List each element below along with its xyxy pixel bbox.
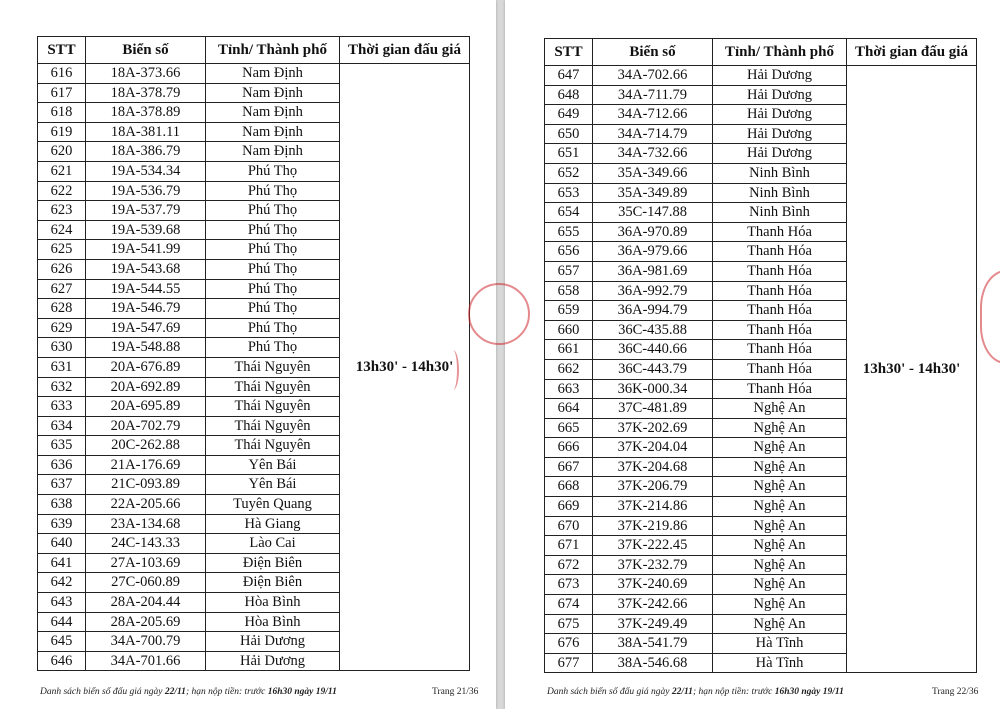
- row-plate-number: 37K-249.49: [593, 614, 713, 634]
- row-stt: 657: [545, 261, 593, 281]
- header-stt: STT: [38, 37, 86, 64]
- row-stt: 639: [38, 514, 86, 534]
- row-province: Thái Nguyên: [206, 397, 340, 417]
- row-plate-number: 19A-548.88: [86, 338, 206, 358]
- row-province: Thanh Hóa: [713, 320, 847, 340]
- row-province: Phú Thọ: [206, 181, 340, 201]
- row-stt: 630: [38, 338, 86, 358]
- row-stt: 642: [38, 573, 86, 593]
- row-plate-number: 37K-206.79: [593, 477, 713, 497]
- table-row: [38, 64, 470, 84]
- row-stt: 618: [38, 103, 86, 123]
- row-province: Hải Dương: [713, 66, 847, 86]
- row-plate-number: 37K-202.69: [593, 418, 713, 438]
- plate-auction-table: [37, 36, 470, 671]
- row-plate-number: 19A-544.55: [86, 279, 206, 299]
- row-stt: 668: [545, 477, 593, 497]
- row-province: Nghệ An: [713, 457, 847, 477]
- row-province: Phú Thọ: [206, 259, 340, 279]
- table-body: [38, 64, 470, 671]
- row-plate-number: 18A-378.79: [86, 83, 206, 103]
- row-stt: 627: [38, 279, 86, 299]
- row-province: Ninh Bình: [713, 163, 847, 183]
- row-plate-number: 34A-701.66: [86, 651, 206, 671]
- row-plate-number: 24C-143.33: [86, 534, 206, 554]
- auction-time-cell: 13h30' - 14h30': [340, 64, 470, 671]
- row-plate-number: 36C-435.88: [593, 320, 713, 340]
- row-province: Nghệ An: [713, 555, 847, 575]
- row-stt: 654: [545, 203, 593, 223]
- row-stt: 656: [545, 242, 593, 262]
- row-province: Hải Dương: [713, 144, 847, 164]
- row-stt: 619: [38, 122, 86, 142]
- row-province: Hà Tĩnh: [713, 634, 847, 654]
- row-stt: 620: [38, 142, 86, 162]
- row-province: Nghệ An: [713, 497, 847, 517]
- row-plate-number: 37K-204.04: [593, 438, 713, 458]
- row-plate-number: 35C-147.88: [593, 203, 713, 223]
- row-province: Nam Định: [206, 142, 340, 162]
- row-province: Hòa Bình: [206, 593, 340, 613]
- row-plate-number: 36K-000.34: [593, 379, 713, 399]
- auction-time-cell: 13h30' - 14h30': [847, 66, 977, 673]
- row-province: Hải Dương: [713, 85, 847, 105]
- row-province: Nghệ An: [713, 614, 847, 634]
- row-stt: 621: [38, 161, 86, 181]
- row-province: Nam Định: [206, 64, 340, 84]
- row-plate-number: 36C-443.79: [593, 359, 713, 379]
- row-plate-number: 22A-205.66: [86, 495, 206, 515]
- row-province: Phú Thọ: [206, 338, 340, 358]
- header-plate: Biển số: [593, 39, 713, 66]
- row-stt: 641: [38, 553, 86, 573]
- row-stt: 617: [38, 83, 86, 103]
- row-stt: 672: [545, 555, 593, 575]
- row-stt: 664: [545, 399, 593, 419]
- row-province: Nghệ An: [713, 516, 847, 536]
- row-stt: 626: [38, 259, 86, 279]
- row-province: Thanh Hóa: [713, 359, 847, 379]
- header-auction-time: Thời gian đấu giá: [847, 39, 977, 66]
- row-stt: 659: [545, 301, 593, 321]
- row-plate-number: 34A-700.79: [86, 632, 206, 652]
- row-plate-number: 20C-262.88: [86, 436, 206, 456]
- row-plate-number: 36A-992.79: [593, 281, 713, 301]
- row-plate-number: 18A-378.89: [86, 103, 206, 123]
- row-province: Điện Biên: [206, 573, 340, 593]
- row-province: Hải Dương: [206, 651, 340, 671]
- row-plate-number: 34A-732.66: [593, 144, 713, 164]
- row-province: Nghệ An: [713, 536, 847, 556]
- row-stt: 676: [545, 634, 593, 654]
- row-stt: 632: [38, 377, 86, 397]
- row-plate-number: 19A-539.68: [86, 220, 206, 240]
- row-province: Hòa Bình: [206, 612, 340, 632]
- row-plate-number: 28A-205.69: [86, 612, 206, 632]
- row-province: Nghệ An: [713, 438, 847, 458]
- row-province: Hà Giang: [206, 514, 340, 534]
- row-plate-number: 34A-714.79: [593, 124, 713, 144]
- row-province: Phú Thọ: [206, 279, 340, 299]
- page-footer-note: [40, 687, 337, 697]
- row-plate-number: 34A-712.66: [593, 105, 713, 125]
- row-province: Thái Nguyên: [206, 416, 340, 436]
- row-stt: 644: [38, 612, 86, 632]
- row-province: Nam Định: [206, 103, 340, 123]
- row-plate-number: 34A-711.79: [593, 85, 713, 105]
- row-province: Thanh Hóa: [713, 379, 847, 399]
- row-province: Thanh Hóa: [713, 242, 847, 262]
- page-footer-note: [547, 687, 844, 697]
- row-stt: 635: [38, 436, 86, 456]
- row-stt: 674: [545, 595, 593, 615]
- row-plate-number: 27C-060.89: [86, 573, 206, 593]
- header-plate: Biển số: [86, 37, 206, 64]
- footer-prefix: Danh sách biển số đấu giá ngày: [547, 687, 672, 697]
- row-province: Thanh Hóa: [713, 261, 847, 281]
- auction-table-wrapper: [37, 36, 470, 671]
- footer-middle: ; hạn nộp tiền: trước: [692, 687, 775, 697]
- row-plate-number: 18A-381.11: [86, 122, 206, 142]
- row-plate-number: 19A-541.99: [86, 240, 206, 260]
- row-province: Thanh Hóa: [713, 301, 847, 321]
- row-stt: 625: [38, 240, 86, 260]
- row-province: Yên Bái: [206, 455, 340, 475]
- row-stt: 629: [38, 318, 86, 338]
- row-plate-number: 36A-994.79: [593, 301, 713, 321]
- row-plate-number: 37K-232.79: [593, 555, 713, 575]
- row-plate-number: 37K-222.45: [593, 536, 713, 556]
- row-province: Nghệ An: [713, 477, 847, 497]
- footer-payment-deadline: 16h30 ngày 19/11: [774, 687, 844, 697]
- document-page-21: [0, 0, 496, 709]
- table-body: [545, 66, 977, 673]
- row-province: Phú Thọ: [206, 161, 340, 181]
- row-province: Điện Biên: [206, 553, 340, 573]
- row-province: Nghệ An: [713, 595, 847, 615]
- row-province: Phú Thọ: [206, 220, 340, 240]
- row-stt: 677: [545, 653, 593, 673]
- row-plate-number: 36A-979.66: [593, 242, 713, 262]
- row-stt: 661: [545, 340, 593, 360]
- row-plate-number: 37K-214.86: [593, 497, 713, 517]
- row-plate-number: 19A-547.69: [86, 318, 206, 338]
- header-province: Tỉnh/ Thành phố: [713, 39, 847, 66]
- row-province: Phú Thọ: [206, 201, 340, 221]
- footer-prefix: Danh sách biển số đấu giá ngày: [40, 687, 165, 697]
- row-stt: 670: [545, 516, 593, 536]
- row-stt: 652: [545, 163, 593, 183]
- row-plate-number: 37C-481.89: [593, 399, 713, 419]
- page-number: Trang 21/36: [432, 687, 479, 697]
- row-stt: 649: [545, 105, 593, 125]
- row-province: Phú Thọ: [206, 240, 340, 260]
- header-stt: STT: [545, 39, 593, 66]
- row-stt: 651: [545, 144, 593, 164]
- row-plate-number: 20A-676.89: [86, 357, 206, 377]
- row-plate-number: 20A-692.89: [86, 377, 206, 397]
- auction-table-wrapper: [544, 38, 977, 673]
- row-stt: 638: [38, 495, 86, 515]
- row-plate-number: 37K-240.69: [593, 575, 713, 595]
- row-plate-number: 18A-386.79: [86, 142, 206, 162]
- row-province: Phú Thọ: [206, 318, 340, 338]
- red-ink-mark: [447, 350, 459, 390]
- row-stt: 650: [545, 124, 593, 144]
- row-plate-number: 37K-204.68: [593, 457, 713, 477]
- row-plate-number: 18A-373.66: [86, 64, 206, 84]
- row-plate-number: 19A-537.79: [86, 201, 206, 221]
- row-stt: 646: [38, 651, 86, 671]
- row-stt: 628: [38, 299, 86, 319]
- row-stt: 637: [38, 475, 86, 495]
- row-plate-number: 37K-219.86: [593, 516, 713, 536]
- row-plate-number: 28A-204.44: [86, 593, 206, 613]
- row-province: Nghệ An: [713, 418, 847, 438]
- row-plate-number: 19A-543.68: [86, 259, 206, 279]
- row-stt: 624: [38, 220, 86, 240]
- row-plate-number: 27A-103.69: [86, 553, 206, 573]
- row-stt: 653: [545, 183, 593, 203]
- row-plate-number: 35A-349.66: [593, 163, 713, 183]
- row-plate-number: 19A-536.79: [86, 181, 206, 201]
- row-stt: 667: [545, 457, 593, 477]
- row-stt: 647: [545, 66, 593, 86]
- row-plate-number: 38A-546.68: [593, 653, 713, 673]
- row-plate-number: 36A-981.69: [593, 261, 713, 281]
- row-stt: 633: [38, 397, 86, 417]
- row-stt: 616: [38, 64, 86, 84]
- row-plate-number: 21A-176.69: [86, 455, 206, 475]
- row-province: Yên Bái: [206, 475, 340, 495]
- row-stt: 662: [545, 359, 593, 379]
- row-stt: 645: [38, 632, 86, 652]
- row-stt: 671: [545, 536, 593, 556]
- row-stt: 663: [545, 379, 593, 399]
- row-plate-number: 19A-534.34: [86, 161, 206, 181]
- row-stt: 634: [38, 416, 86, 436]
- plate-auction-table: [544, 38, 977, 673]
- row-province: Ninh Bình: [713, 203, 847, 223]
- row-province: Thanh Hóa: [713, 281, 847, 301]
- row-plate-number: 37K-242.66: [593, 595, 713, 615]
- row-stt: 665: [545, 418, 593, 438]
- table-header-row: [545, 39, 977, 66]
- row-province: Thanh Hóa: [713, 340, 847, 360]
- footer-auction-date: 22/11: [671, 687, 693, 697]
- row-province: Hải Dương: [713, 124, 847, 144]
- row-stt: 673: [545, 575, 593, 595]
- row-province: Hà Tĩnh: [713, 653, 847, 673]
- row-plate-number: 36C-440.66: [593, 340, 713, 360]
- row-stt: 622: [38, 181, 86, 201]
- document-page-22: [505, 0, 1000, 709]
- row-plate-number: 36A-970.89: [593, 222, 713, 242]
- row-plate-number: 21C-093.89: [86, 475, 206, 495]
- row-province: Nghệ An: [713, 399, 847, 419]
- table-row: [545, 66, 977, 86]
- header-auction-time: Thời gian đấu giá: [340, 37, 470, 64]
- table-header-row: [38, 37, 470, 64]
- row-province: Thái Nguyên: [206, 377, 340, 397]
- row-province: Tuyên Quang: [206, 495, 340, 515]
- row-plate-number: 19A-546.79: [86, 299, 206, 319]
- page-number: Trang 22/36: [932, 687, 979, 697]
- row-plate-number: 20A-702.79: [86, 416, 206, 436]
- row-province: Ninh Bình: [713, 183, 847, 203]
- row-province: Lào Cai: [206, 534, 340, 554]
- row-stt: 660: [545, 320, 593, 340]
- row-plate-number: 38A-541.79: [593, 634, 713, 654]
- row-stt: 640: [38, 534, 86, 554]
- header-province: Tỉnh/ Thành phố: [206, 37, 340, 64]
- row-province: Hải Dương: [713, 105, 847, 125]
- row-stt: 648: [545, 85, 593, 105]
- row-province: Phú Thọ: [206, 299, 340, 319]
- footer-auction-date: 22/11: [164, 687, 186, 697]
- row-stt: 636: [38, 455, 86, 475]
- row-stt: 669: [545, 497, 593, 517]
- row-stt: 655: [545, 222, 593, 242]
- row-province: Thái Nguyên: [206, 436, 340, 456]
- row-stt: 643: [38, 593, 86, 613]
- row-province: Thanh Hóa: [713, 222, 847, 242]
- row-stt: 631: [38, 357, 86, 377]
- row-province: Thái Nguyên: [206, 357, 340, 377]
- row-province: Nam Định: [206, 83, 340, 103]
- footer-middle: ; hạn nộp tiền: trước: [185, 687, 268, 697]
- row-plate-number: 34A-702.66: [593, 66, 713, 86]
- row-stt: 675: [545, 614, 593, 634]
- row-plate-number: 20A-695.89: [86, 397, 206, 417]
- row-stt: 666: [545, 438, 593, 458]
- row-plate-number: 35A-349.89: [593, 183, 713, 203]
- row-province: Hải Dương: [206, 632, 340, 652]
- row-plate-number: 23A-134.68: [86, 514, 206, 534]
- row-stt: 623: [38, 201, 86, 221]
- row-province: Nghệ An: [713, 575, 847, 595]
- row-stt: 658: [545, 281, 593, 301]
- footer-payment-deadline: 16h30 ngày 19/11: [267, 687, 337, 697]
- row-province: Nam Định: [206, 122, 340, 142]
